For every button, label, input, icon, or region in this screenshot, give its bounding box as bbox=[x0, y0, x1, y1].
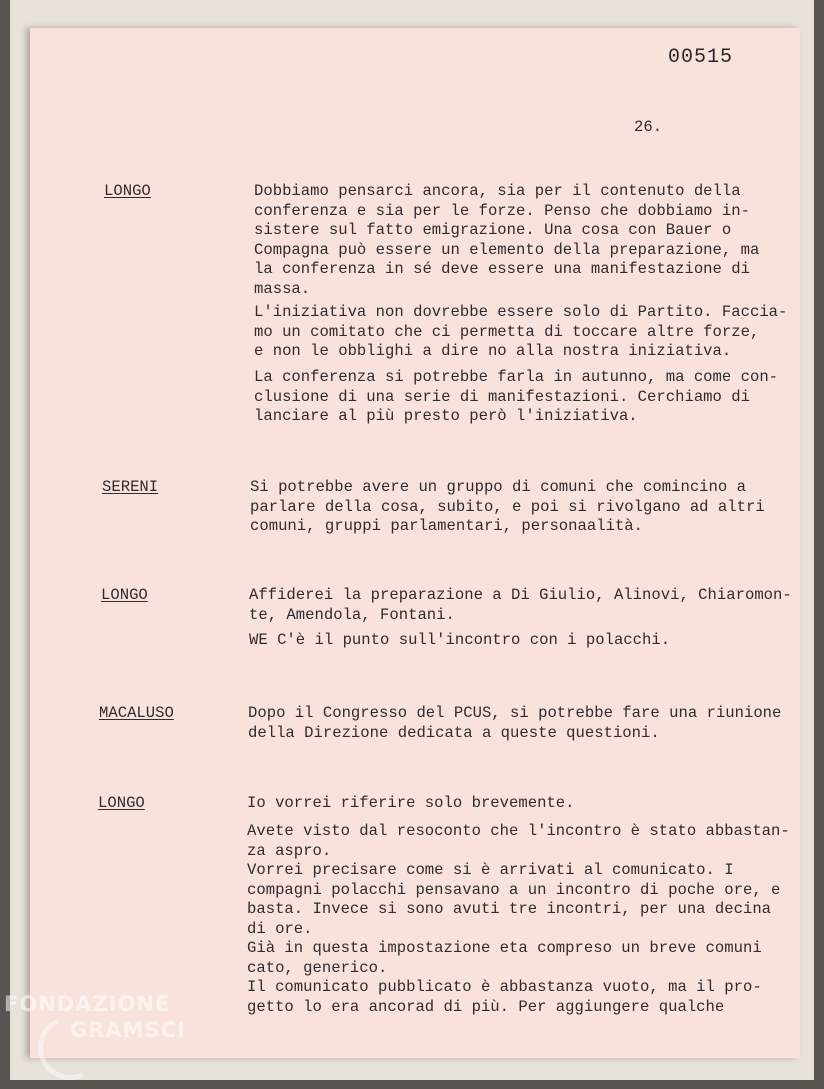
fondazione-gramsci-watermark bbox=[4, 990, 214, 1070]
speaker-name: LONGO bbox=[104, 182, 151, 200]
speech-paragraph: WE C'è il punto sull'incontro con i polacchi. bbox=[249, 631, 671, 649]
document-page bbox=[30, 28, 800, 1058]
watermark-line2: GRAMSCI bbox=[70, 1018, 186, 1042]
speech-paragraph: Dopo il Congresso del PCUS, si potrebbe fare una riunione della Direzione dedicata a queste questioni. bbox=[248, 704, 782, 742]
speech-paragraph: Si potrebbe avere un gruppo di comuni che comincino a parlare della cosa, subito, e poi si rivolgano ad altri comuni, gruppi parlamentari, personaalità. bbox=[250, 478, 765, 535]
speaker-name: LONGO bbox=[98, 794, 145, 812]
document-number: 00515 bbox=[668, 46, 734, 69]
speech-paragraph: Affiderei la preparazione a Di Giulio, Alinovi, Chiaromon- te, Amendola, Fontani. bbox=[249, 586, 792, 624]
speech-paragraph: Io vorrei riferire solo brevemente. bbox=[247, 794, 575, 812]
speaker-name: LONGO bbox=[101, 586, 148, 604]
speaker-name: SERENI bbox=[102, 478, 159, 496]
page-number: 26. bbox=[634, 118, 663, 136]
watermark-line1: FONDAZIONE bbox=[4, 992, 171, 1016]
speech-paragraph: Dobbiamo pensarci ancora, sia per il contenuto della conferenza e sia per le forze. Penso che dobbiamo in- sistere sul fatto emigrazione. Una cosa con Bauer o Compagna può essere un elemento della preparazione, ma la conferenza in sé deve essere una manifestazione di massa. bbox=[254, 182, 760, 298]
speech-paragraph: L'iniziativa non dovrebbe essere solo di Partito. Faccia- mo un comitato che ci permetta di toccare altre forze, e non le obblighi a dire no alla nostra iniziativa. bbox=[254, 303, 788, 360]
speech-paragraph: La conferenza si potrebbe farla in autunno, ma come con- clusione di una serie di manifestazioni. Cerchiamo di lanciare al più presto però l'iniziativa. bbox=[254, 368, 779, 425]
speaker-name: MACALUSO bbox=[99, 704, 174, 722]
speech-paragraph: Avete visto dal resoconto che l'incontro è stato abbastan- za aspro. Vorrei precisare come si è arrivati al comunicato. I compagni polacchi pensavano a un incontro di poche ore, e basta. Invece si sono avuti tre incontri, per una decina di ore. Già in questa impostazione eta compreso un breve comuni cato, generico. Il comunicato pubblicato è abbastanza vuoto, ma il pro- getto lo era ancorad di più. Per aggiungere qualche bbox=[247, 822, 790, 1016]
